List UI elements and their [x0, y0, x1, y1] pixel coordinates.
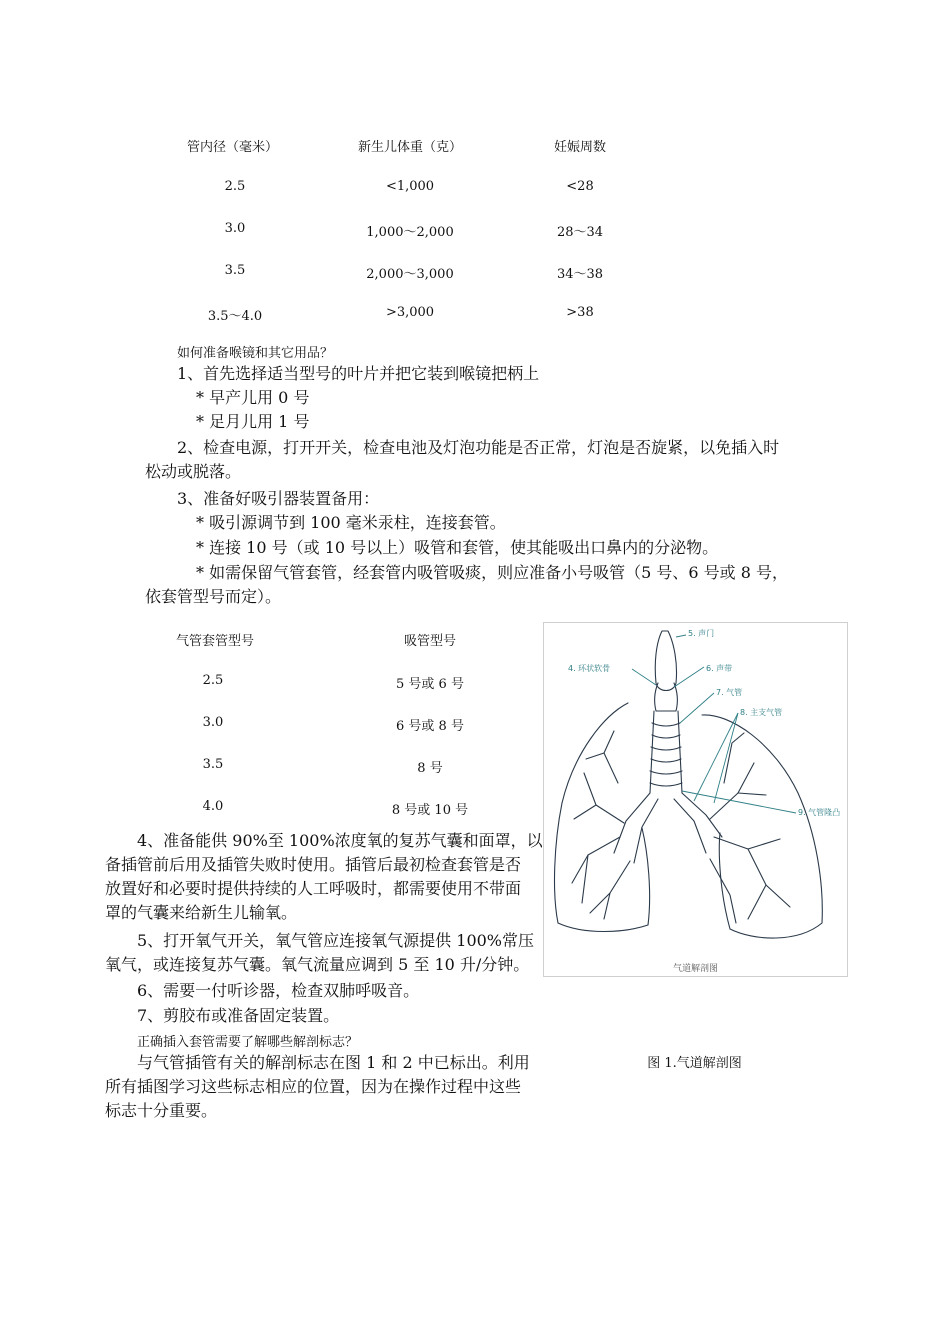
label-vocal-cords: 6. 声带: [706, 664, 733, 673]
table-cell: 3.5: [202, 757, 224, 772]
table-cell: 2.5: [224, 179, 246, 194]
table-cell: 4.0: [202, 799, 224, 814]
table-cell: 8 号或 10 号: [391, 803, 469, 818]
final-paragraph-line: 所有插图学习这些标志相应的位置，因为在操作过程中这些: [105, 1077, 522, 1096]
step-5-line: 5、打开氧气开关，氧气管应连接氧气源提供 100%常压: [137, 931, 535, 950]
final-paragraph: [105, 1051, 545, 1123]
step-4-line: 放置好和必要时提供持续的人工呼吸时，都需要使用不带面: [105, 879, 522, 898]
step-4-line: 4、准备能供 90%至 100%浓度氧的复苏气囊和面罩，以: [137, 831, 543, 850]
table-cell: <1,000: [385, 179, 435, 194]
step-5-line: 氧气，或连接复苏气囊。氧气流量应调到 5 至 10 升/分钟。: [105, 955, 530, 974]
step-3-item: * 吸引源调节到 100 毫米汞柱，连接套管。: [196, 513, 506, 532]
table-cell: 3.0: [202, 715, 224, 730]
step-3: 3、准备好吸引器装置备用：: [177, 489, 380, 508]
table-cell: 3.5: [224, 263, 246, 278]
final-paragraph-line: 标志十分重要。: [105, 1101, 218, 1120]
figure-inner-caption: 气道解剖图: [672, 964, 718, 974]
step-5: [105, 929, 545, 977]
step-3-line: 依套管型号而定）。: [145, 587, 282, 606]
step-3-line: * 如需保留气管套管，经套管内吸管吸痰，则应准备小号吸管（5 号、6 号或 8 号，: [196, 563, 788, 582]
airway-anatomy-figure: [543, 622, 848, 977]
step-4: [105, 829, 545, 925]
table-cell: 1,000～2,000: [366, 225, 454, 240]
question-heading: 如何准备喉镜和其它用品？: [177, 346, 334, 361]
step-4-line: 罩的气囊来给新生儿输氧。: [105, 903, 298, 922]
step-1: 1、首先选择适当型号的叶片并把它装到喉镜把柄上: [177, 364, 540, 383]
step-3-item: * 连接 10 号（或 10 号以上）吸管和套管，使其能吸出口鼻内的分泌物。: [196, 538, 719, 557]
table-cell: 5 号或 6 号: [396, 677, 464, 692]
table1-header: 新生儿体重（克）: [357, 140, 462, 155]
table-cell: 3.0: [224, 221, 246, 236]
table-cell: 8 号: [417, 761, 443, 776]
table-cell: 6 号或 8 号: [396, 719, 464, 734]
table-cell: 34～38: [556, 267, 604, 282]
table-cell: 3.5～4.0: [207, 309, 263, 324]
table-cell: 2,000～3,000: [366, 267, 454, 282]
step-7: 7、剪胶布或准备固定装置。: [137, 1006, 340, 1025]
table-cell: >38: [566, 305, 594, 320]
airway-illustration: [544, 623, 847, 976]
label-cricoid: 4. 环状软骨: [568, 664, 611, 673]
step-2-line: 2、检查电源，打开开关，检查电池及灯泡功能是否正常，灯泡是否旋紧，以免插入时: [177, 438, 780, 457]
table-cell: 28～34: [556, 225, 604, 240]
label-trachea: 7. 气管: [716, 688, 743, 697]
final-paragraph-line: 与气管插管有关的解剖标志在图 1 和 2 中已标出。利用: [137, 1053, 530, 1072]
table1-header: 管内径（毫米）: [186, 140, 278, 155]
step-3-item: [145, 561, 810, 609]
step-4-line: 备插管前后用及插管失败时使用。插管后最初检查套管是否: [105, 855, 522, 874]
table1-header: 妊娠周数: [553, 140, 606, 155]
question-heading: 正确插入套管需要了解哪些解剖标志？: [137, 1035, 359, 1050]
step-6: 6、需要一付听诊器，检查双肺呼吸音。: [137, 981, 420, 1000]
label-carina: 9. 气管隆凸: [798, 808, 841, 817]
step-2: [145, 436, 810, 484]
table2-header: 吸管型号: [403, 634, 456, 649]
label-glottis: 5. 声门: [688, 629, 715, 638]
step-1-item: * 早产儿用 0 号: [196, 388, 310, 407]
table-cell: <28: [566, 179, 594, 194]
table-cell: 2.5: [202, 673, 224, 688]
table-cell: >3,000: [385, 305, 435, 320]
step-2-line: 松动或脱落。: [145, 462, 242, 481]
figure-caption: 图 1.气道解剖图: [647, 1056, 742, 1071]
label-main-bronchus: 8. 主支气管: [740, 708, 783, 717]
step-1-item: * 足月儿用 1 号: [196, 412, 310, 431]
table2-header: 气管套管型号: [175, 634, 254, 649]
